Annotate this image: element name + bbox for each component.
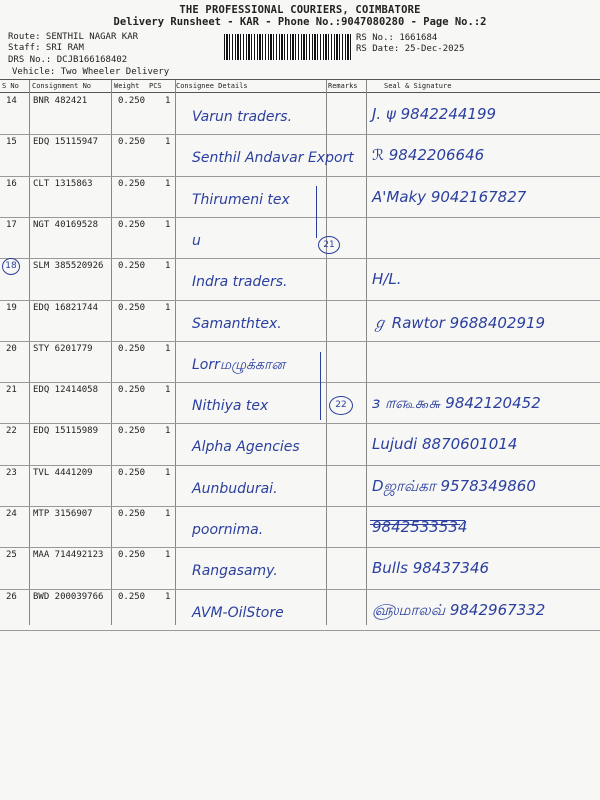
weight-cell: 0.250 (118, 96, 146, 106)
weight-cell: 0.250 (118, 426, 146, 437)
signature-handwriting: J. ψ 9842244199 (372, 105, 497, 123)
column-header-weight: Weight (114, 82, 140, 90)
route-label: Route: SENTHIL NAGAR KAR (8, 32, 139, 42)
sno-cell: 22 (6, 426, 17, 437)
weight-cell: 0.250 (118, 343, 146, 354)
consignment-cell: STY 6201779 (33, 343, 93, 354)
company-title: THE PROFESSIONAL COURIERS, COIMBATORE (179, 4, 421, 16)
weight-cell: 0.250 (118, 178, 146, 189)
sno-cell: 14 (6, 96, 17, 106)
column-header-consignment: Consignment No (32, 82, 92, 90)
pcs-cell: 1 (165, 385, 171, 396)
row-divider (0, 465, 600, 466)
consignment-cell: EDQ 12414058 (33, 385, 99, 396)
sno-circle: 18 (2, 258, 20, 275)
consignee-handwriting: Lorrமழுக்கான (192, 356, 285, 373)
sno-cell: 16 (6, 178, 17, 189)
group-mark-circle: 22 (329, 396, 353, 415)
pcs-cell: 1 (165, 343, 171, 354)
row-divider (0, 547, 600, 548)
consignment-cell: TVL 4441209 (33, 467, 93, 478)
sno-cell: 26 (6, 591, 17, 602)
pcs-cell: 1 (165, 591, 171, 602)
row-divider (0, 423, 600, 424)
row-divider (0, 258, 600, 259)
pcs-cell: 1 (165, 509, 171, 519)
column-divider (111, 80, 112, 625)
pcs-cell: 1 (165, 261, 171, 272)
handwritten-brace (312, 352, 321, 420)
weight-cell: 0.250 (118, 261, 146, 272)
signature-handwriting: Dஜாவ்கா 9578349860 (372, 476, 536, 495)
rs-number: RS No.: 1661684 (356, 33, 438, 43)
row-divider (0, 382, 600, 383)
weight-cell: 0.250 (118, 137, 146, 148)
column-header-pcs: PCS (149, 82, 162, 90)
column-divider (366, 80, 367, 625)
consignee-handwriting: Aunbudurai. (192, 480, 278, 497)
signature-handwriting: H/L. (372, 270, 402, 289)
row-divider (0, 506, 600, 507)
consignment-cell: BWD 200039766 (33, 591, 104, 602)
row-divider (0, 217, 600, 218)
pcs-cell: 1 (165, 467, 171, 478)
pcs-cell: 1 (165, 219, 171, 230)
group-mark-circle: 21 (318, 236, 340, 254)
handwritten-brace (306, 186, 317, 238)
signature-handwriting: ℛ 9842206646 (372, 146, 485, 165)
pcs-cell: 1 (165, 96, 171, 106)
drs-number: DRS No.: DCJB166168402 (8, 55, 128, 65)
consignee-handwriting: Rangasamy. (192, 563, 278, 580)
consignment-cell: BNR 482421 (33, 96, 88, 106)
row-divider (0, 300, 600, 301)
consignment-cell: EDQ 15115947 (33, 137, 99, 148)
consignee-handwriting: Senthil Andavar Export (192, 150, 354, 167)
signature-handwriting: ɜ ௱௷௯௬ 9842120452 (372, 394, 541, 413)
column-header-consignee: Consignee Details (176, 82, 248, 90)
consignee-handwriting: Varun traders. (192, 109, 293, 125)
weight-cell: 0.250 (118, 219, 146, 230)
weight-cell: 0.250 (118, 591, 146, 602)
sno-cell: 25 (6, 550, 17, 561)
row-divider (0, 589, 600, 590)
column-header-seal: Seal & Signature (384, 82, 452, 90)
consignee-handwriting: Samanthtex. (192, 315, 282, 332)
consignee-handwriting: u (192, 232, 201, 249)
weight-cell: 0.250 (118, 385, 146, 396)
consignee-handwriting: Indra traders. (192, 274, 288, 291)
header-top-rule (0, 79, 600, 80)
consignment-cell: EDQ 15115989 (33, 426, 99, 437)
signature-handwriting: A'Maky 9042167827 (372, 187, 527, 206)
signature-handwriting: Lujudi 8870601014 (372, 435, 518, 454)
sno-cell: 20 (6, 343, 17, 354)
table-bottom-rule (0, 630, 600, 631)
consignment-cell: CLT 1315863 (33, 178, 93, 189)
consignee-handwriting: Nithiya tex (192, 398, 269, 415)
vehicle-label: Vehicle: Two Wheeler Delivery (12, 67, 170, 77)
sno-cell: 15 (6, 137, 17, 148)
pcs-cell: 1 (165, 178, 171, 189)
consignment-cell: SLM 385520926 (33, 261, 104, 272)
consignment-cell: MTP 3156907 (33, 509, 93, 519)
consignee-handwriting: Thirumeni tex (192, 191, 290, 208)
signature-strike (370, 524, 460, 525)
signature-handwriting: ௵மாலவ் 9842967332 (372, 600, 546, 619)
rs-date: RS Date: 25-Dec-2025 (356, 44, 465, 54)
runsheet-subtitle: Delivery Runsheet - KAR - Phone No.:9047080280 - Page No.:2 (113, 16, 487, 28)
weight-cell: 0.250 (118, 550, 146, 561)
pcs-cell: 1 (165, 426, 171, 437)
column-header-sno: S No (2, 82, 19, 90)
sno-cell: 21 (6, 385, 17, 396)
signature-handwriting: 9842533534 (372, 518, 468, 536)
sno-cell: 24 (6, 509, 17, 519)
sno-cell: 23 (6, 467, 17, 478)
pcs-cell: 1 (165, 137, 171, 148)
pcs-cell: 1 (165, 550, 171, 561)
consignee-handwriting: AVM-OilStore (192, 604, 284, 621)
signature-strike (370, 520, 465, 521)
sno-cell: 19 (6, 302, 17, 313)
barcode (224, 34, 352, 60)
row-divider (0, 341, 600, 342)
signature-handwriting: ℊ Rawtor 9688402919 (372, 313, 546, 332)
weight-cell: 0.250 (118, 302, 146, 313)
staff-label: Staff: SRI RAM (8, 43, 84, 53)
signature-handwriting: Bulls 98437346 (372, 559, 490, 578)
consignment-cell: NGT 40169528 (33, 219, 99, 230)
weight-cell: 0.250 (118, 467, 146, 478)
sno-cell: 17 (6, 219, 17, 230)
consignment-cell: EDQ 16821744 (33, 302, 99, 313)
consignee-handwriting: poornima. (192, 522, 264, 538)
column-divider (29, 80, 30, 625)
column-header-remarks: Remarks (328, 82, 358, 90)
weight-cell: 0.250 (118, 509, 146, 519)
row-divider (0, 134, 600, 135)
row-divider (0, 176, 600, 177)
consignment-cell: MAA 714492123 (33, 550, 104, 561)
column-divider (175, 80, 176, 625)
pcs-cell: 1 (165, 302, 171, 313)
header-bottom-rule (0, 92, 600, 93)
consignee-handwriting: Alpha Agencies (192, 439, 300, 456)
